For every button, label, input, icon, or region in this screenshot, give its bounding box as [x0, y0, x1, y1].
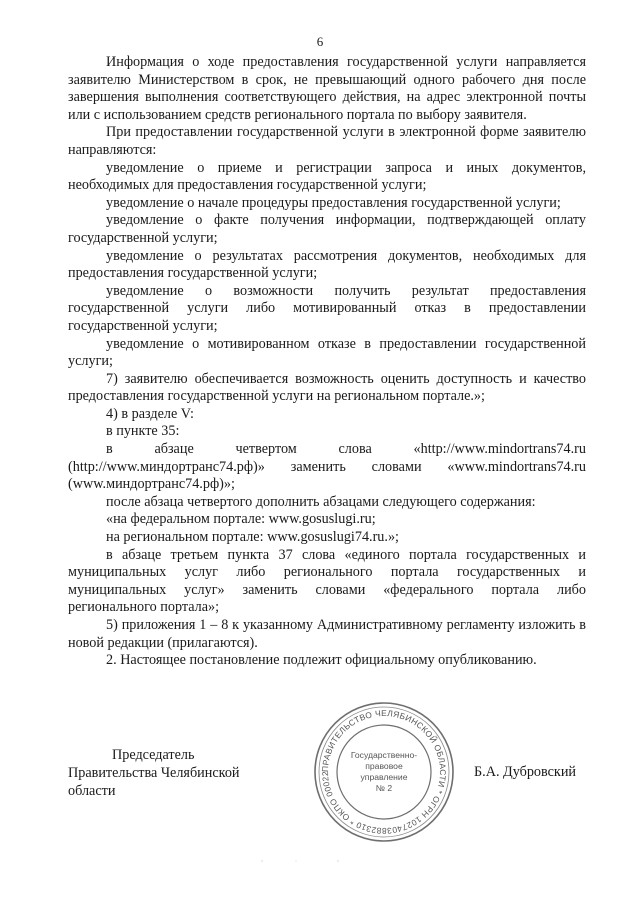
paragraph: Информация о ходе предоставления государственной услуги направляется заявителю Министерством в срок, не превышающий одного рабочего дня после завершения выполнения соответствующего действия, на адрес электронной почты или с использованием средств регионального портала по выбору заявителя. — [68, 54, 586, 123]
paragraph: на региональном портале: www.gosuslugi74.ru.»; — [106, 529, 399, 546]
seal-center-line: № 2 — [375, 783, 393, 793]
paragraph: 4) в разделе V: — [106, 405, 194, 422]
paragraph: уведомление о начале процедуры предоставления государственной услуги; — [106, 194, 561, 211]
paragraph: При предоставлении государственной услуги в электронной форме заявителю направляются: — [68, 124, 586, 158]
signatory-title-line1: Председатель — [112, 747, 195, 763]
paragraph: 5) приложения 1 – 8 к указанному Административному регламенту изложить в новой редакции (прилагаются). — [68, 617, 586, 651]
seal-center-line: Государственно- — [350, 750, 418, 760]
seal-ring-text: ПРАВИТЕЛЬСТВО ЧЕЛЯБИНСКОЙ ОБЛАСТИ * ОГРН 1027403882310 * ОКПО 00022 — [319, 707, 449, 837]
official-seal — [312, 700, 456, 844]
paragraph: уведомление о мотивированном отказе в предоставлении государственной услуги; — [68, 335, 586, 370]
signatory-name: Б.А. Дубровский — [474, 764, 577, 780]
paragraph: в абзаце третьем пункта 37 слова «единого портала государственных и муниципальных услуг либо регионального портала государственных и муниципальных услуг» заменить словами «федерального портала либо регионального портала»; — [68, 546, 586, 616]
signatory-title-line2: Правительства Челябинской области — [68, 765, 240, 799]
paragraph: после абзаца четвертого дополнить абзацами следующего содержания: — [106, 493, 536, 510]
paragraph: уведомление о результатах рассмотрения документов, необходимых для предоставления государственной услуги; — [68, 247, 586, 282]
paragraph: уведомление о приеме и регистрации запроса и иных документов, необходимых для предоставления государственной услуги; — [68, 159, 586, 194]
seal-center-line: правовое — [365, 761, 403, 771]
paragraph: «на федеральном портале: www.gosuslugi.ru; — [106, 511, 376, 528]
page-number: 6 — [316, 34, 324, 49]
scan-artifact — [250, 858, 370, 864]
signatory-title — [68, 746, 288, 800]
paragraph: уведомление о возможности получить результат предоставления государственной услуги либо мотивированный отказ в предоставлении государственной услуги; — [68, 282, 586, 334]
seal-graphic — [312, 700, 456, 844]
paragraph: в абзаце четвертом слова «http://www.mindortrans74.ru (http://www.миндортранс74.рф)» заменить словами «www.mindortrans74.ru (www.миндортранс74.рф)»; — [68, 441, 586, 493]
document-body — [68, 54, 586, 670]
seal-center-line: управление — [360, 772, 408, 782]
paragraph: 2. Настоящее постановление подлежит официальному опубликованию. — [106, 652, 537, 669]
paragraph: в пункте 35: — [106, 423, 180, 440]
paragraph: 7) заявителю обеспечивается возможность оценить доступность и качество предоставления государственной услуги на региональном портале.»; — [68, 370, 586, 405]
paragraph: уведомление о факте получения информации, подтверждающей оплату государственной услуги; — [68, 212, 586, 246]
